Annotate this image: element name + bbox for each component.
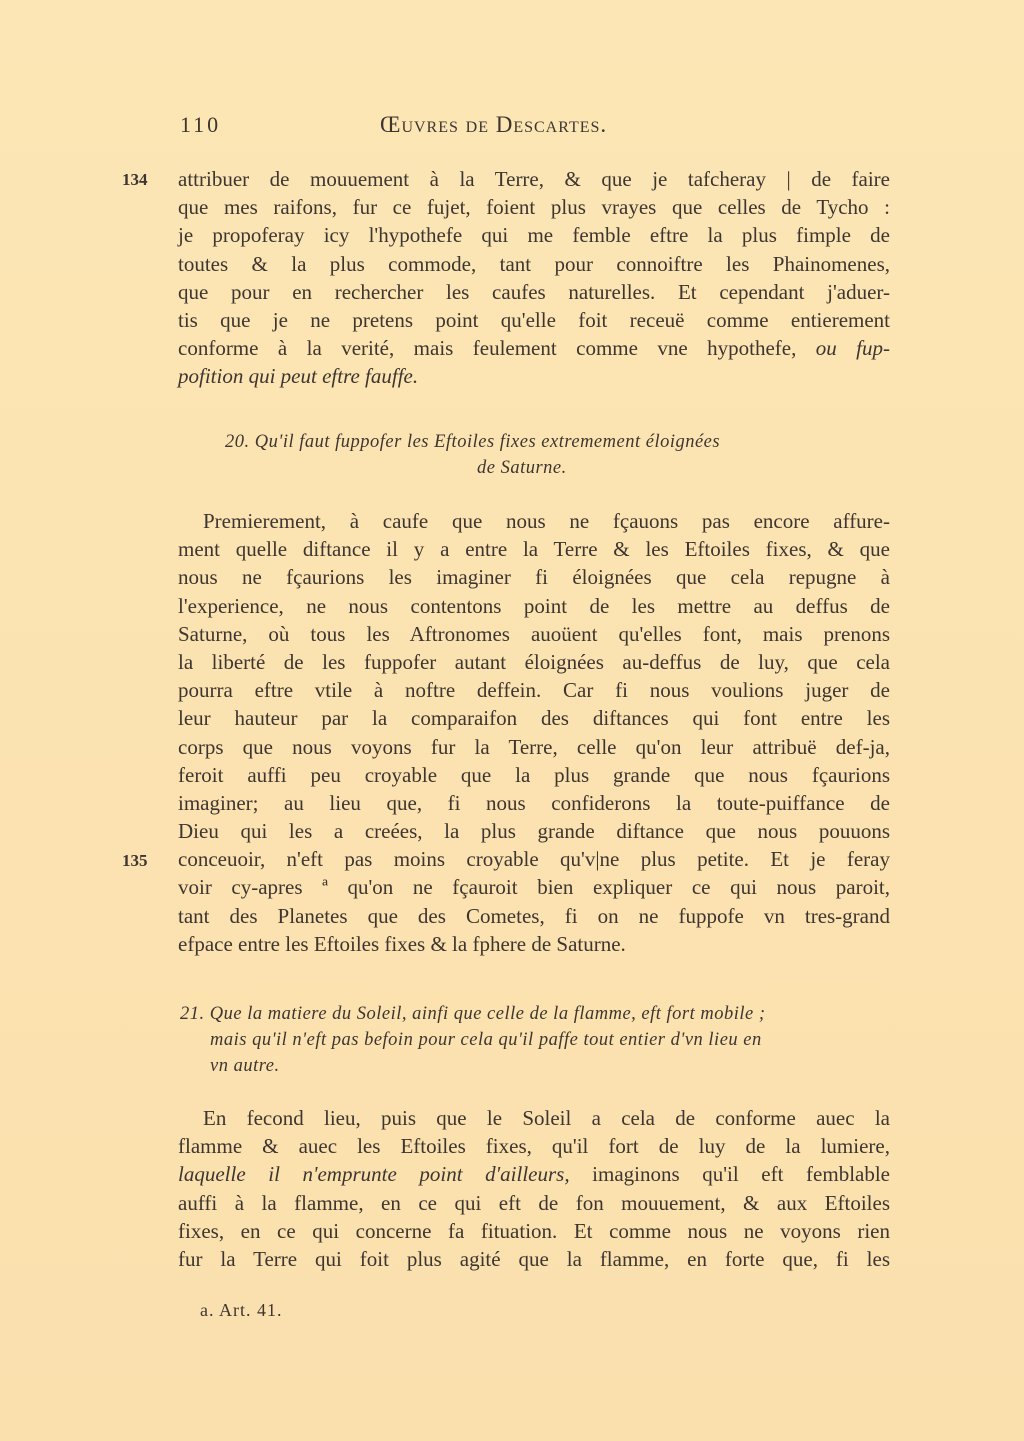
text-line: que pour en rechercher les caufes naturelles. Et cependant j'aduer- [178,279,890,304]
margin-page-ref-134: 134 [122,170,148,189]
text-line: fur la Terre qui foit plus agité que la flamme, en forte que, fi les [178,1246,890,1271]
page-number: 110 [180,112,222,137]
text-line: que mes raifons, fur ce fujet, foient plus vrayes que celles de Tycho : [178,195,890,220]
text-line: Dieu qui les a creées, la plus grande diftance que nous pouuons [178,819,890,844]
heading-line: mais qu'il n'eft pas befoin pour cela qu'il paffe tout entier d'vn lieu en [210,1030,762,1050]
text-line: feroit auffi peu croyable que la plus grande que nous fçaurions [178,762,890,787]
text-line: auffi à la flamme, en ce qui eft de fon mouuement, & aux Eftoiles [178,1190,890,1215]
text-line: flamme & auec les Eftoiles fixes, qu'il fort de luy de la lumiere, [178,1134,890,1159]
footnote: a. Art. 41. [200,1300,283,1320]
section-heading-20 [225,429,865,481]
text-line: tant des Planetes que des Cometes, fi on ne fuppofe vn tres-grand [178,903,890,928]
text-line: imaginer; au lieu que, fi nous confiderons la toute-puiffance de [178,790,890,815]
italic-line: pofition qui peut eftre fauffe. [178,364,419,389]
text-segment: imaginons qu'il eft femblable [569,1162,891,1187]
heading-line: vn autre. [210,1056,280,1076]
text-line: fixes, en ce qui concerne fa fituation. Et comme nous ne voyons rien [178,1218,890,1243]
text-line: pourra eftre vtile à noftre deffein. Car fi nous voulions juger de [178,678,890,703]
text-line: la liberté de les fuppofer autant éloignées au-deffus de luy, que cela [178,649,890,674]
text-line: je propoferay icy l'hypothefe qui me femble eftre la plus fimple de [178,223,890,248]
italic-segment: laquelle il n'emprunte point d'ailleurs, [178,1162,570,1187]
running-title: Œuvres de Descartes. [380,112,608,137]
text-line: En fecond lieu, puis que le Soleil a cela de conforme auec la [203,1106,890,1130]
text-line: conceuoir, n'eft pas moins croyable qu'v|ne plus petite. Et je feray [178,847,890,872]
section-heading-21 [180,1001,892,1079]
text-line: toutes & la plus commode, tant pour connoiftre les Phainomenes, [178,251,890,276]
heading-line: de Saturne. [477,458,567,478]
text-line: Saturne, où tous les Aftronomes auoüent qu'elles font, mais prenons [178,621,890,646]
text-line: nous ne fçaurions les imaginer fi éloignées que cela repugne à [178,565,890,590]
italic-segment: ou fup- [815,336,890,361]
text-line: efpace entre les Eftoiles fixes & la fphere de Saturne. [178,931,626,956]
paragraph-1 [178,165,890,391]
page-header [180,112,690,146]
text-line: ment quelle diftance il y a entre la Terre & les Eftoiles fixes, & que [178,537,890,562]
text-line: voir cy-apres ª qu'on ne fçauroit bien expliquer ce qui nous paroit, [178,875,890,900]
text-line: corps que nous voyons fur la Terre, celle qu'on leur attribuë def-ja, [178,734,890,759]
paragraph-3 [178,1104,890,1273]
text-line: Premierement, à caufe que nous ne fçauons pas encore affure- [203,509,890,533]
text-line: l'experience, ne nous contentons point de les mettre au deffus de [178,593,890,618]
text-line: attribuer de mouuement à la Terre, & que je tafcheray | de faire [178,167,890,191]
text-segment: conforme à la verité, mais feulement comme vne hypothefe, [178,336,797,361]
paragraph-2 [178,507,890,958]
text-line [178,334,890,362]
text-line [178,1160,890,1188]
text-line: leur hauteur par la comparaifon des diftances qui font entre les [178,706,890,731]
heading-line: 20. Qu'il faut fuppofer les Eftoiles fixes extremement éloignées [225,432,721,452]
text-line: tis que je ne pretens point qu'elle foit receuë comme entierement [178,307,890,332]
margin-page-ref-135: 135 [122,851,148,870]
heading-line: 21. Que la matiere du Soleil, ainfi que celle de la flamme, eft fort mobile ; [180,1004,766,1024]
